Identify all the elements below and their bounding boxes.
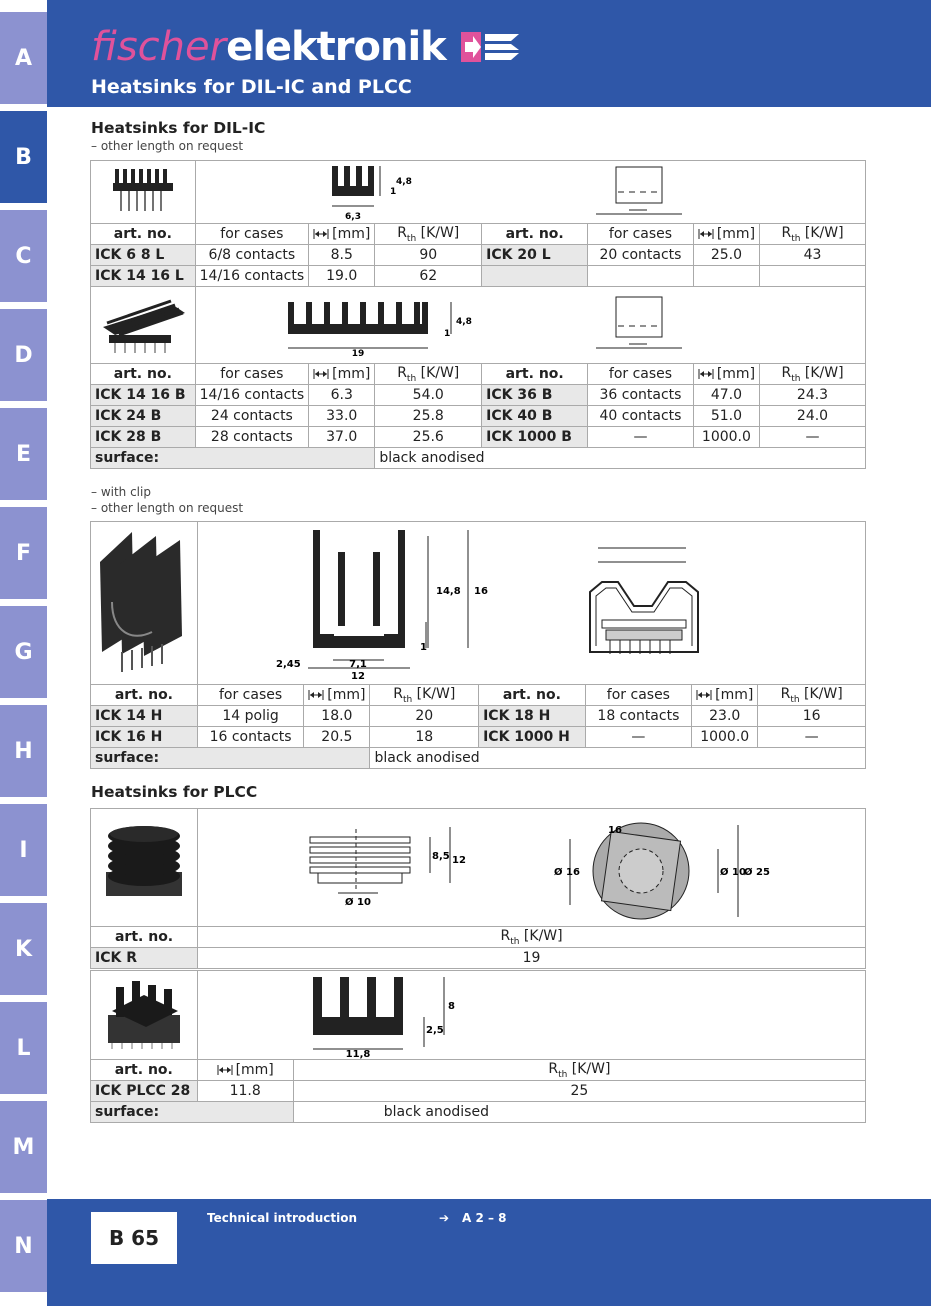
- table-header-row: [91, 224, 866, 245]
- dim-diameter-label: Ø 10: [345, 897, 372, 908]
- product-photo-ick-l: [91, 161, 196, 224]
- table-row: [91, 727, 866, 748]
- art-no-cell: ICK 16 H: [91, 727, 198, 748]
- length-cell: 8.5: [309, 245, 375, 266]
- length-arrows-icon: [313, 369, 329, 379]
- rth-cell: 90: [375, 245, 482, 266]
- col-length-unit: [mm]: [327, 687, 366, 703]
- art-no-cell: ICK 14 16 L: [91, 266, 196, 287]
- section-note-clip: – with clip: [91, 485, 151, 499]
- art-no-cell: ICK 24 B: [91, 406, 196, 427]
- rth-cell: 25.6: [375, 427, 482, 448]
- drawing-ick-l: [195, 161, 865, 224]
- footer-page-reference[interactable]: A 2 – 8: [462, 1211, 507, 1225]
- page-footer: [47, 1199, 931, 1306]
- table-row: [91, 427, 866, 448]
- rth-cell: 25.8: [375, 406, 482, 427]
- table-header-row: [91, 1060, 866, 1081]
- length-arrows-icon: [217, 1065, 233, 1075]
- side-tab-n[interactable]: N: [0, 1200, 47, 1292]
- surface-row: [91, 1102, 866, 1123]
- col-rth: [198, 927, 866, 948]
- rth-cell: 24.0: [760, 406, 866, 427]
- length-cell: 1000.0: [693, 427, 759, 448]
- art-no-cell: ICK R: [91, 948, 198, 969]
- side-tab-m[interactable]: M: [0, 1101, 47, 1193]
- dim-b-label: 7,1: [349, 659, 367, 670]
- art-no-cell: [482, 266, 588, 287]
- rth-unit: [K/W]: [412, 685, 456, 702]
- col-rth: [375, 364, 482, 385]
- col-art-no: art. no.: [479, 685, 586, 706]
- col-length-unit: [mm]: [716, 366, 756, 382]
- side-tab-l[interactable]: L: [0, 1002, 47, 1094]
- length-cell: 20.5: [304, 727, 370, 748]
- col-for-cases: for cases: [588, 224, 694, 245]
- length-arrows-icon: [698, 369, 714, 379]
- drawing-ick-plcc: [197, 971, 865, 1060]
- rth-r: R: [781, 224, 792, 241]
- rth-unit: [K/W]: [799, 685, 843, 702]
- col-for-cases: for cases: [588, 364, 694, 385]
- page-title: Heatsinks for DIL-IC and PLCC: [91, 76, 412, 98]
- surface-row: [91, 748, 866, 769]
- col-length: [693, 224, 759, 245]
- rth-cell: —: [760, 427, 866, 448]
- rth-cell: 20: [370, 706, 479, 727]
- brand-part1: fischer: [91, 24, 227, 70]
- col-art-no: art. no.: [482, 224, 588, 245]
- rth-unit: [K/W]: [800, 364, 844, 381]
- round-heatsink-photo-icon: [94, 810, 194, 922]
- brand-part2: elektronik: [226, 24, 446, 70]
- dim-c1-label: Ø 16: [554, 867, 581, 878]
- rth-unit: [K/W]: [519, 927, 563, 944]
- col-length: [309, 364, 375, 385]
- rth-sub: th: [402, 694, 413, 705]
- dim-h2-label: 4,8: [455, 316, 472, 327]
- side-tab-d[interactable]: D: [0, 309, 47, 401]
- length-cell: 19.0: [309, 266, 375, 287]
- section-note-dil: – other length on request: [91, 139, 244, 153]
- table-header-row: [91, 685, 866, 706]
- col-length-unit: [mm]: [332, 366, 371, 382]
- side-tab-f[interactable]: F: [0, 507, 47, 599]
- surface-label: surface:: [91, 1102, 294, 1123]
- length-arrows-icon: [308, 690, 324, 700]
- art-no-cell: ICK 40 B: [482, 406, 588, 427]
- col-for-cases: for cases: [585, 685, 691, 706]
- page-header: [47, 0, 931, 107]
- rth-cell: 19: [198, 948, 866, 969]
- dim-h1-label: 1: [389, 186, 396, 197]
- arrow-right-icon: ➔: [439, 1211, 450, 1225]
- side-tab-c[interactable]: C: [0, 210, 47, 302]
- dim-width-label: 19: [351, 348, 364, 359]
- rth-sub: th: [406, 233, 417, 244]
- col-length-unit: [mm]: [716, 226, 756, 242]
- col-length: [693, 364, 759, 385]
- col-art-no: art. no.: [91, 224, 196, 245]
- round-heatsink-drawing: [198, 809, 864, 926]
- dim-width-label: 11,8: [345, 1049, 370, 1059]
- side-tab-b[interactable]: B: [0, 111, 47, 203]
- rth-sub: th: [558, 1069, 568, 1080]
- table-row: [91, 948, 866, 969]
- dim-h1-label: 1: [443, 328, 450, 339]
- cases-cell: 6/8 contacts: [195, 245, 308, 266]
- product-photo-ick-h: [91, 522, 198, 685]
- rth-cell: 54.0: [375, 385, 482, 406]
- art-no-cell: ICK 14 H: [91, 706, 198, 727]
- length-cell: [693, 266, 759, 287]
- rth-sub: th: [791, 233, 801, 244]
- table-dil-h: [90, 521, 866, 769]
- side-tab-k[interactable]: K: [0, 903, 47, 995]
- plcc-heatsink-drawing: [198, 971, 864, 1059]
- rth-cell: [760, 266, 866, 287]
- dim-h2-label: 4,8: [395, 176, 412, 187]
- col-length-unit: [mm]: [332, 226, 371, 242]
- cases-cell: 20 contacts: [588, 245, 694, 266]
- surface-label: surface:: [91, 448, 375, 469]
- cases-cell: [588, 266, 694, 287]
- rth-cell: 25: [293, 1081, 865, 1102]
- col-art-no: art. no.: [91, 927, 198, 948]
- dim-h2-label: 8: [447, 1001, 455, 1012]
- table-row: [91, 266, 866, 287]
- art-no-cell: ICK 36 B: [482, 385, 588, 406]
- dim-c3-label: Ø 25: [744, 867, 771, 878]
- cases-cell: 14/16 contacts: [195, 266, 308, 287]
- rth-sub: th: [791, 373, 801, 384]
- footer-link-technical-intro[interactable]: Technical introduction: [207, 1211, 357, 1225]
- col-rth: [375, 224, 482, 245]
- rth-cell: 62: [375, 266, 482, 287]
- art-no-cell: ICK PLCC 28: [91, 1081, 198, 1102]
- rth-r: R: [397, 224, 407, 241]
- table-header-row: [91, 364, 866, 385]
- dim-h1-label: 2,5: [425, 1025, 444, 1036]
- drawing-ick-r: [198, 809, 866, 927]
- col-length: [304, 685, 370, 706]
- dim-e-label: 14,8: [435, 586, 461, 597]
- rth-r: R: [500, 927, 511, 944]
- cases-cell: 40 contacts: [588, 406, 694, 427]
- table-plcc-28: [90, 970, 866, 1123]
- length-cell: 25.0: [693, 245, 759, 266]
- surface-value: black anodised: [370, 748, 866, 769]
- rth-sub: th: [790, 694, 800, 705]
- section-title-dil: Heatsinks for DIL-IC: [91, 119, 266, 137]
- side-tab-a[interactable]: A: [0, 12, 47, 104]
- rth-unit: [K/W]: [416, 224, 460, 241]
- side-tab-g[interactable]: G: [0, 606, 47, 698]
- rth-unit: [K/W]: [800, 224, 844, 241]
- col-for-cases: for cases: [195, 364, 308, 385]
- dim-h2-label: 12: [452, 855, 467, 866]
- rth-unit: [K/W]: [416, 364, 460, 381]
- cases-cell: 14 polig: [197, 706, 303, 727]
- cases-cell: 24 contacts: [195, 406, 308, 427]
- art-no-cell: ICK 18 H: [479, 706, 586, 727]
- art-no-cell: ICK 1000 B: [482, 427, 588, 448]
- col-art-no: art. no.: [91, 685, 198, 706]
- dim-width-label: 6,3: [344, 211, 361, 222]
- rth-sub: th: [406, 373, 417, 384]
- length-cell: 51.0: [693, 406, 759, 427]
- length-cell: 11.8: [197, 1081, 293, 1102]
- col-length-unit: [mm]: [715, 687, 754, 703]
- col-length: [309, 224, 375, 245]
- length-cell: 1000.0: [692, 727, 758, 748]
- length-cell: 6.3: [309, 385, 375, 406]
- col-length: [197, 1060, 293, 1081]
- col-length: [692, 685, 758, 706]
- heatsink-photo-icon: [93, 287, 193, 359]
- rth-cell: 24.3: [760, 385, 866, 406]
- length-cell: 37.0: [309, 427, 375, 448]
- col-rth: [758, 685, 866, 706]
- side-tab-e[interactable]: E: [0, 408, 47, 500]
- drawing-ick-b: [195, 287, 865, 364]
- length-cell: 18.0: [304, 706, 370, 727]
- page-number: B 65: [91, 1212, 177, 1264]
- art-no-cell: ICK 20 L: [482, 245, 588, 266]
- rth-cell: 18: [370, 727, 479, 748]
- dim-a-label: 2,45: [275, 659, 301, 670]
- art-no-cell: ICK 14 16 B: [91, 385, 196, 406]
- table-dil-l: [90, 160, 866, 469]
- rth-sub: th: [510, 936, 520, 947]
- table-row: [91, 706, 866, 727]
- col-art-no: art. no.: [91, 1060, 198, 1081]
- dim-h1-label: 8,5: [432, 851, 450, 862]
- col-rth: [293, 1060, 865, 1081]
- col-art-no: art. no.: [482, 364, 588, 385]
- table-header-row: [91, 927, 866, 948]
- art-no-cell: ICK 28 B: [91, 427, 196, 448]
- table-row: [91, 245, 866, 266]
- col-for-cases: for cases: [195, 224, 308, 245]
- product-photo-ick-plcc: [91, 971, 198, 1060]
- cases-cell: 28 contacts: [195, 427, 308, 448]
- rth-cell: 43: [760, 245, 866, 266]
- dim-d-label: 1: [419, 642, 427, 653]
- length-arrows-icon: [698, 229, 714, 239]
- length-cell: 47.0: [693, 385, 759, 406]
- dim-f-label: 16: [473, 586, 488, 597]
- surface-value: black anodised: [293, 1102, 865, 1123]
- rth-cell: —: [758, 727, 866, 748]
- length-arrows-icon: [696, 690, 712, 700]
- rth-r: R: [548, 1060, 559, 1077]
- length-cell: 23.0: [692, 706, 758, 727]
- side-tab-i[interactable]: I: [0, 804, 47, 896]
- table-row: [91, 406, 866, 427]
- section-note-length: – other length on request: [91, 501, 244, 515]
- heatsink-clip-drawing: [198, 522, 858, 684]
- col-rth: [370, 685, 479, 706]
- side-tab-h[interactable]: H: [0, 705, 47, 797]
- length-arrows-icon: [313, 229, 329, 239]
- logo-arrow-icon: [461, 30, 521, 64]
- table-row: [91, 1081, 866, 1102]
- surface-label: surface:: [91, 748, 370, 769]
- product-photo-ick-b: [91, 287, 196, 364]
- cases-cell: —: [588, 427, 694, 448]
- dim-c2-label: Ø 10: [720, 867, 747, 878]
- rth-r: R: [393, 685, 403, 702]
- surface-value: black anodised: [375, 448, 866, 469]
- cases-cell: —: [585, 727, 691, 748]
- art-no-cell: ICK 6 8 L: [91, 245, 196, 266]
- rth-r: R: [781, 364, 792, 381]
- col-art-no: art. no.: [91, 364, 196, 385]
- rth-cell: 16: [758, 706, 866, 727]
- heatsink-profile-drawing: [196, 162, 856, 223]
- cases-cell: 36 contacts: [588, 385, 694, 406]
- cases-cell: 14/16 contacts: [195, 385, 308, 406]
- heatsink-clip-photo-icon: [92, 522, 196, 680]
- surface-row: [91, 448, 866, 469]
- rth-r: R: [780, 685, 791, 702]
- heatsink-profile-drawing: [196, 288, 856, 363]
- art-no-cell: ICK 1000 H: [479, 727, 586, 748]
- dim-c-label: 12: [350, 671, 365, 682]
- section-title-plcc: Heatsinks for PLCC: [91, 783, 258, 801]
- table-plcc-r: [90, 808, 866, 969]
- brand-logo: [91, 24, 521, 70]
- col-rth: [760, 224, 866, 245]
- heatsink-photo-icon: [93, 161, 193, 219]
- cases-cell: 18 contacts: [585, 706, 691, 727]
- table-row: [91, 385, 866, 406]
- col-for-cases: for cases: [197, 685, 303, 706]
- cases-cell: 16 contacts: [197, 727, 303, 748]
- dim-square-label: 16: [608, 825, 623, 836]
- col-length-unit: [mm]: [235, 1062, 274, 1078]
- rth-r: R: [397, 364, 407, 381]
- col-rth: [760, 364, 866, 385]
- product-photo-ick-r: [91, 809, 198, 927]
- plcc-heatsink-photo-icon: [94, 971, 194, 1055]
- length-cell: 33.0: [309, 406, 375, 427]
- rth-unit: [K/W]: [567, 1060, 611, 1077]
- drawing-ick-h: [197, 522, 865, 685]
